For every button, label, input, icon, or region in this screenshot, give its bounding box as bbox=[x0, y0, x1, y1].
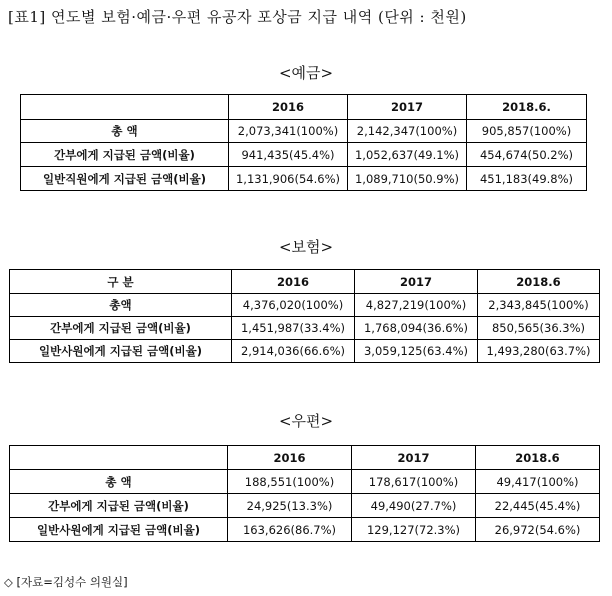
table-row bbox=[10, 340, 600, 363]
table-row bbox=[10, 294, 600, 317]
value-cell: 24,925(13.3%) bbox=[228, 494, 352, 518]
year-header: 2017 bbox=[355, 270, 478, 294]
table-header-row bbox=[21, 95, 587, 120]
section-heading-deposit: <예금> bbox=[278, 64, 334, 82]
source-note: ◇ [자료=김성수 의원실] bbox=[4, 575, 128, 589]
value-cell: 2,073,341(100%) bbox=[229, 120, 348, 143]
row-label: 총액 bbox=[10, 294, 232, 317]
value-cell: 454,674(50.2%) bbox=[467, 143, 587, 167]
row-label: 총 액 bbox=[10, 470, 228, 494]
row-label: 간부에게 지급된 금액(비율) bbox=[21, 143, 229, 167]
section-heading-insurance: <보험> bbox=[278, 238, 334, 256]
table-row bbox=[21, 120, 587, 143]
row-label: 일반사원에게 지급된 금액(비율) bbox=[10, 340, 232, 363]
corner-cell bbox=[21, 95, 229, 120]
value-cell: 4,827,219(100%) bbox=[355, 294, 478, 317]
year-header: 2017 bbox=[348, 95, 467, 120]
value-cell: 1,131,906(54.6%) bbox=[229, 167, 348, 191]
value-cell: 1,089,710(50.9%) bbox=[348, 167, 467, 191]
year-header: 2018.6. bbox=[467, 95, 587, 120]
section-heading-postal: <우편> bbox=[278, 412, 334, 430]
insurance-table bbox=[9, 269, 600, 363]
table-row bbox=[10, 317, 600, 340]
corner-cell bbox=[10, 446, 228, 470]
year-header: 2017 bbox=[352, 446, 476, 470]
year-header: 2018.6 bbox=[478, 270, 600, 294]
value-cell: 4,376,020(100%) bbox=[232, 294, 355, 317]
value-cell: 49,490(27.7%) bbox=[352, 494, 476, 518]
corner-cell: 구 분 bbox=[10, 270, 232, 294]
year-header: 2016 bbox=[229, 95, 348, 120]
year-header: 2018.6 bbox=[476, 446, 600, 470]
value-cell: 2,142,347(100%) bbox=[348, 120, 467, 143]
value-cell: 941,435(45.4%) bbox=[229, 143, 348, 167]
value-cell: 129,127(72.3%) bbox=[352, 518, 476, 542]
value-cell: 2,914,036(66.6%) bbox=[232, 340, 355, 363]
value-cell: 2,343,845(100%) bbox=[478, 294, 600, 317]
value-cell: 188,551(100%) bbox=[228, 470, 352, 494]
row-label: 간부에게 지급된 금액(비율) bbox=[10, 317, 232, 340]
value-cell: 49,417(100%) bbox=[476, 470, 600, 494]
table-header-row bbox=[10, 446, 600, 470]
value-cell: 3,059,125(63.4%) bbox=[355, 340, 478, 363]
value-cell: 1,768,094(36.6%) bbox=[355, 317, 478, 340]
value-cell: 905,857(100%) bbox=[467, 120, 587, 143]
table-title: [표1] 연도별 보험·예금·우편 유공자 포상금 지급 내역 (단위 : 천원) bbox=[8, 8, 467, 26]
value-cell: 1,451,987(33.4%) bbox=[232, 317, 355, 340]
value-cell: 178,617(100%) bbox=[352, 470, 476, 494]
value-cell: 1,493,280(63.7%) bbox=[478, 340, 600, 363]
table-row bbox=[21, 167, 587, 191]
year-header: 2016 bbox=[228, 446, 352, 470]
table-row bbox=[21, 143, 587, 167]
row-label: 간부에게 지급된 금액(비율) bbox=[10, 494, 228, 518]
postal-table bbox=[9, 445, 600, 542]
deposit-table bbox=[20, 94, 587, 191]
year-header: 2016 bbox=[232, 270, 355, 294]
table-header-row bbox=[10, 270, 600, 294]
value-cell: 850,565(36.3%) bbox=[478, 317, 600, 340]
row-label: 일반직원에게 지급된 금액(비율) bbox=[21, 167, 229, 191]
table-row bbox=[10, 470, 600, 494]
table-row bbox=[10, 494, 600, 518]
value-cell: 1,052,637(49.1%) bbox=[348, 143, 467, 167]
row-label: 총 액 bbox=[21, 120, 229, 143]
value-cell: 22,445(45.4%) bbox=[476, 494, 600, 518]
value-cell: 163,626(86.7%) bbox=[228, 518, 352, 542]
table-row bbox=[10, 518, 600, 542]
value-cell: 451,183(49.8%) bbox=[467, 167, 587, 191]
value-cell: 26,972(54.6%) bbox=[476, 518, 600, 542]
row-label: 일반사원에게 지급된 금액(비율) bbox=[10, 518, 228, 542]
